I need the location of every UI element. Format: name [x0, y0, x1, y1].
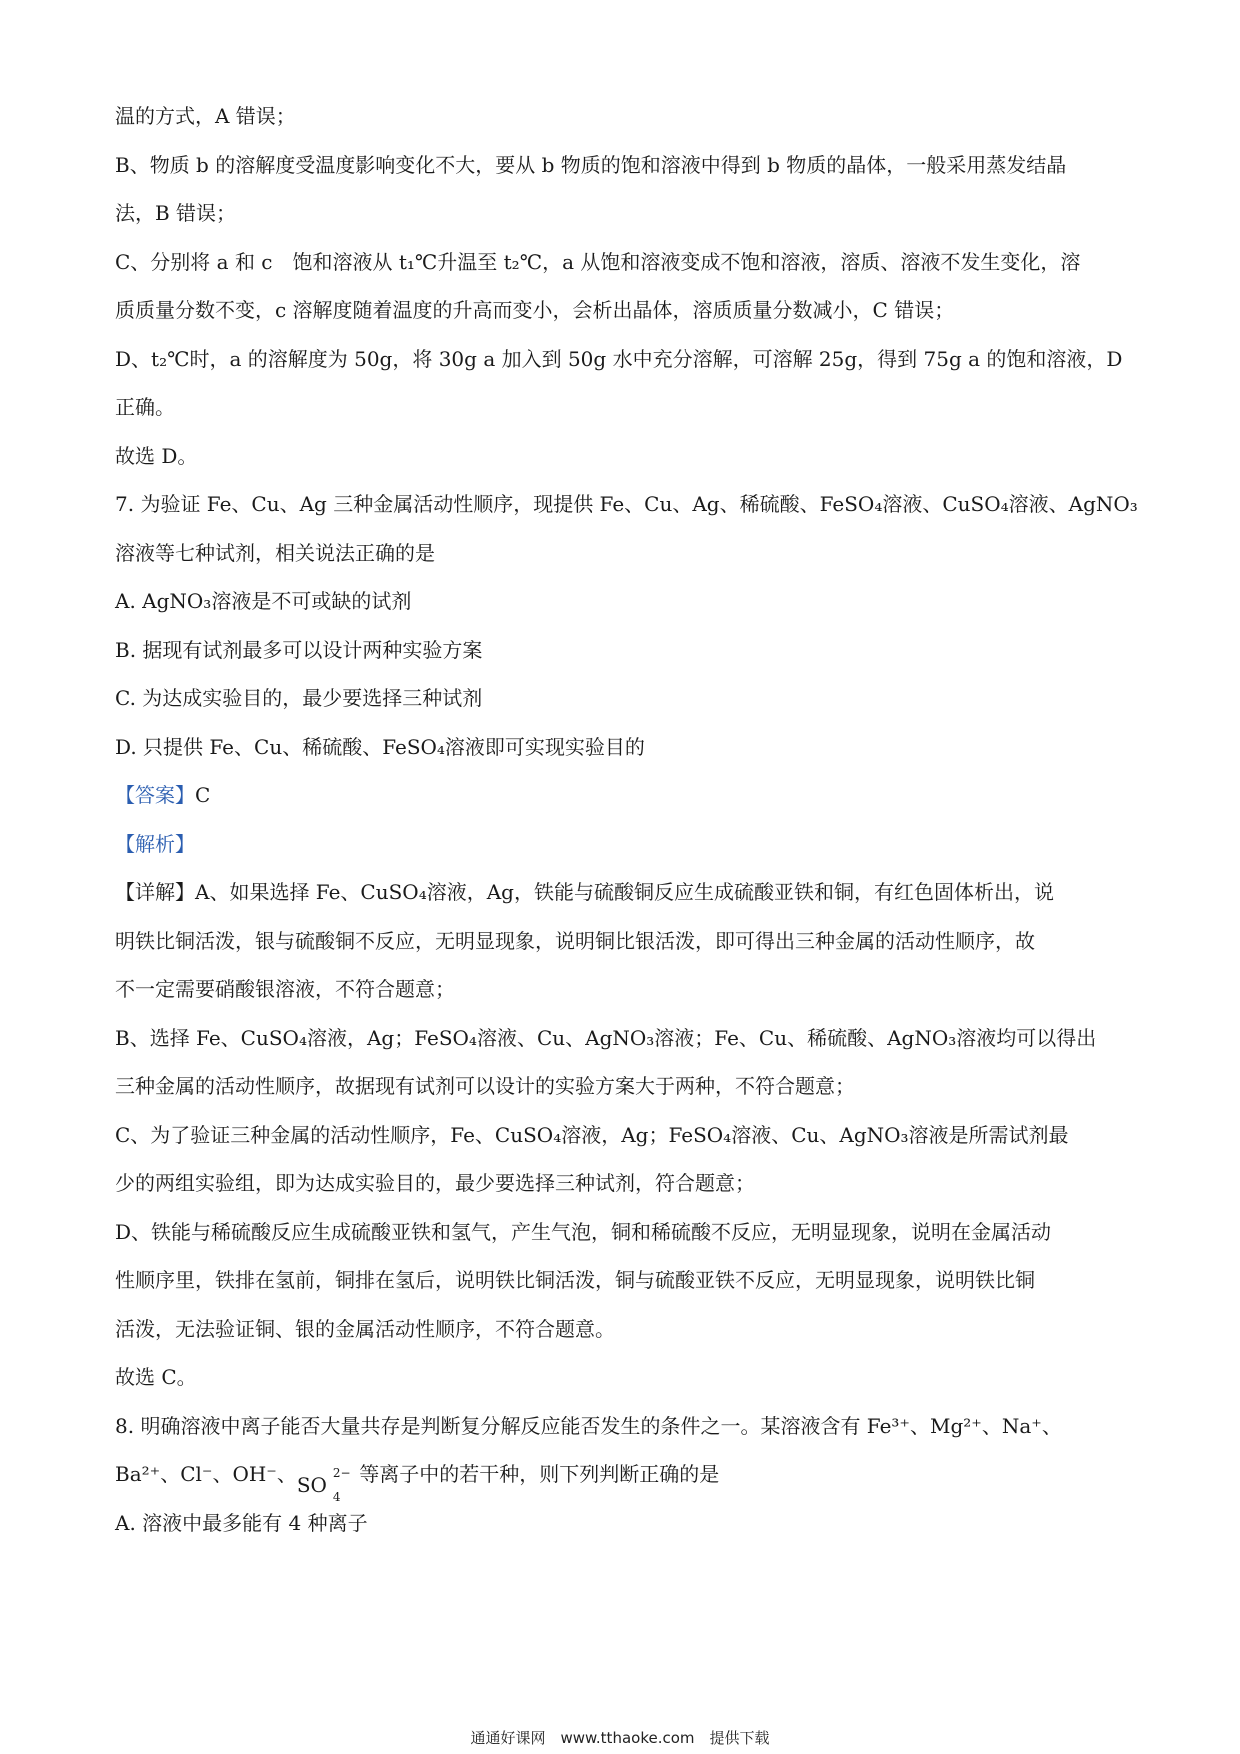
analysis-line — [115, 820, 1135, 869]
text-line: 活泼，无法验证铜、银的金属活动性顺序，不符合题意。 — [115, 1316, 615, 1341]
text-line: 三种金属的活动性顺序，故据现有试剂可以设计的实验方案大于两种，不符合题意； — [115, 1074, 855, 1098]
text-line: 质质量分数不变，c 溶解度随着温度的升高而变小，会析出晶体，溶质质量分数减小，C 错误； — [115, 298, 955, 322]
answer-value: C — [195, 783, 211, 807]
text-line: 明铁比铜活泼，银与硫酸铜不反应，无明显现象，说明铜比银活泼，即可得出三种金属的活动性顺序，故 — [115, 928, 1035, 953]
sulfate-subscript: 4 — [332, 1490, 341, 1504]
text-line: D、t₂℃时，a 的溶解度为 50g，将 30g a 加入到 50g 水中充分溶解，可溶解 25g，得到 75g a 的饱和溶液，D — [115, 346, 1123, 371]
analysis-label: 【解析】 — [115, 831, 195, 856]
question-8-option-a: A. 溶液中最多能有 4 种离子 — [115, 1510, 368, 1535]
question-8-stem: 8. 明确溶液中离子能否大量共存是判断复分解反应能否发生的条件之一。某溶液含有 Fe³⁺、Mg²⁺、Na⁺、 — [115, 1413, 1062, 1438]
question-7-option-d: D. 只提供 Fe、Cu、稀硫酸、FeSO₄溶液即可实现实验目的 — [115, 734, 645, 759]
text-line: 法，B 错误； — [115, 201, 237, 225]
question-8-tail: 等离子中的若干种，则下列判断正确的是 — [352, 1462, 720, 1486]
detail-text: A、如果选择 Fe、CuSO₄溶液，Ag，铁能与硫酸铜反应生成硫酸亚铁和铜，有红色固体析出，说 — [195, 880, 1054, 904]
question-7-stem: 溶液等七种试剂，相关说法正确的是 — [115, 540, 435, 565]
question-7-option-a: A. AgNO₃溶液是不可或缺的试剂 — [115, 589, 412, 613]
text-line: B、选择 Fe、CuSO₄溶液，Ag；FeSO₄溶液、Cu、AgNO₃溶液；Fe、Cu、稀硫酸、AgNO₃溶液均可以得出 — [115, 1025, 1097, 1050]
question-7-option-b: B. 据现有试剂最多可以设计两种实验方案 — [115, 637, 483, 662]
answer-line — [115, 771, 1135, 820]
text-line: D、铁能与稀硫酸反应生成硫酸亚铁和氢气，产生气泡，铜和稀硫酸不反应，无明显现象，说明在金属活动 — [115, 1219, 1052, 1244]
text-line: 温的方式，A 错误； — [115, 104, 296, 128]
question-7-option-c: C. 为达成实验目的，最少要选择三种试剂 — [115, 686, 483, 710]
ion-list: Ba²⁺、Cl⁻、OH⁻、 — [115, 1462, 297, 1486]
document-body — [115, 92, 1138, 1547]
question-8-stem-ions — [115, 1450, 1135, 1504]
footer-watermark: 通通好课网 www.tthaoke.com 提供下载 — [470, 1729, 770, 1747]
text-line: 故选 D。 — [115, 443, 198, 468]
text-line: B、物质 b 的溶解度受温度影响变化不大，要从 b 物质的饱和溶液中得到 b 物质的晶体，一般采用蒸发结晶 — [115, 152, 1067, 177]
text-line: C、分别将 a 和 c 饱和溶液从 t₁℃升温至 t₂℃，a 从饱和溶液变成不饱和溶液，溶质、溶液不发生变化，溶 — [115, 249, 1081, 274]
answer-label: 【答案】 — [115, 783, 195, 807]
text-line: 不一定需要硝酸银溶液，不符合题意； — [115, 977, 455, 1001]
sulfate-ion — [296, 1461, 353, 1504]
detail-label: 【详解】 — [115, 880, 195, 904]
text-line: C、为了验证三种金属的活动性顺序，Fe、CuSO₄溶液，Ag；FeSO₄溶液、Cu、AgNO₃溶液是所需试剂最 — [115, 1122, 1069, 1147]
text-line: 正确。 — [115, 395, 175, 419]
sulfate-base: SO — [296, 1473, 327, 1497]
text-line: 故选 C。 — [115, 1365, 197, 1389]
detail-line — [115, 868, 1135, 917]
sulfate-charge: 2− — [332, 1466, 351, 1480]
text-line: 性顺序里，铁排在氢前，铜排在氢后，说明铁比铜活泼，铜与硫酸亚铁不反应，无明显现象，说明铁比铜 — [115, 1268, 1035, 1292]
text-line: 少的两组实验组，即为达成实验目的，最少要选择三种试剂，符合题意； — [115, 1171, 755, 1195]
question-7-stem: 7. 为验证 Fe、Cu、Ag 三种金属活动性顺序，现提供 Fe、Cu、Ag、稀硫酸、FeSO₄溶液、CuSO₄溶液、AgNO₃ — [115, 492, 1138, 516]
